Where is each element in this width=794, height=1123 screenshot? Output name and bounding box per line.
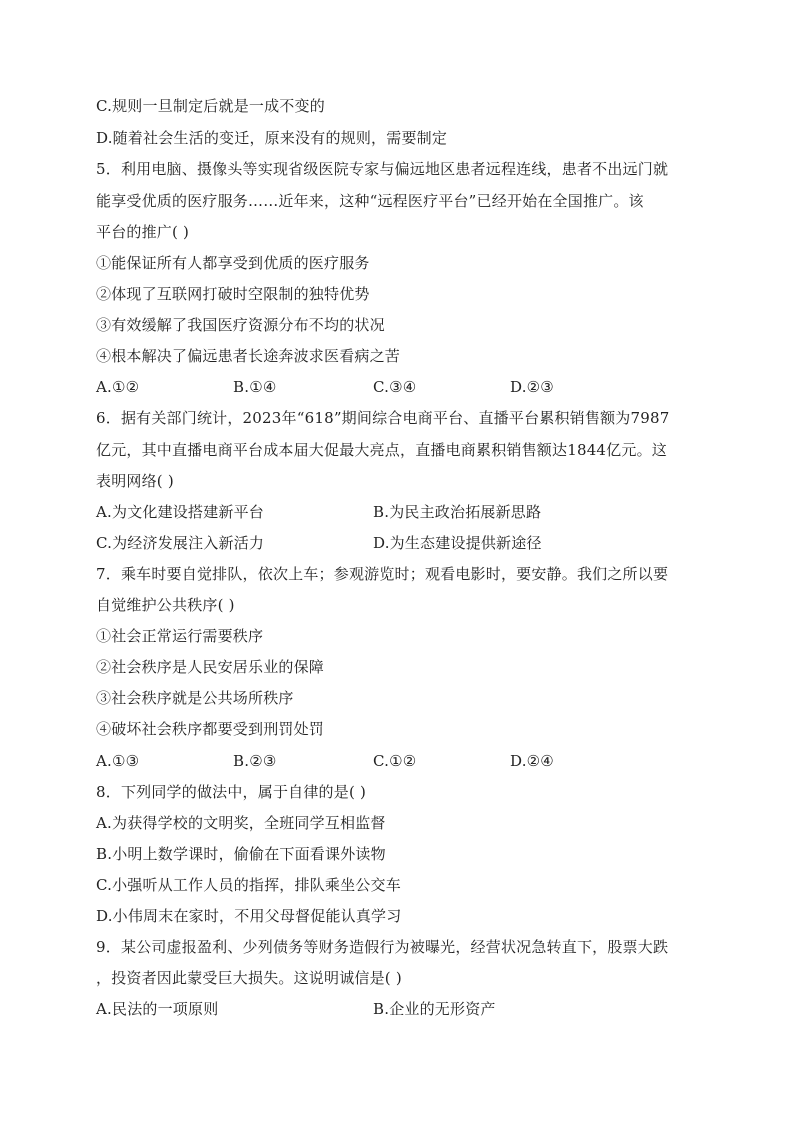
q5-stem-line-1: 5．利用电脑、摄像头等实现省级医院专家与偏远地区患者远程连线，患者不出远门就 [96, 160, 669, 178]
q4-option-d: D.随着社会生活的变迁，原来没有的规则，需要制定 [96, 129, 448, 147]
q5-item-3: ③有效缓解了我国医疗资源分布不均的状况 [96, 316, 385, 334]
q8-option-b: B.小明上数学课时，偷偷在下面看课外读物 [96, 845, 386, 863]
q6-stem-line-3: 表明网络( ) [96, 472, 174, 490]
q5-item-2: ②体现了互联网打破时空限制的独特优势 [96, 285, 370, 303]
q5-option-a: A.①② [96, 378, 140, 396]
q7-item-2: ②社会秩序是人民安居乐业的保障 [96, 658, 325, 676]
q7-item-3: ③社会秩序就是公共场所秩序 [96, 689, 294, 707]
q7-option-b: B.②③ [233, 752, 277, 770]
q7-option-a: A.①③ [96, 752, 140, 770]
q9-stem-line-2: ，投资者因此蒙受巨大损失。这说明诚信是( ) [96, 969, 402, 987]
q8-option-a: A.为获得学校的文明奖，全班同学互相监督 [96, 814, 386, 832]
q4-option-c: C.规则一旦制定后就是一成不变的 [96, 97, 325, 115]
q8-stem: 8．下列同学的做法中，属于自律的是( ) [96, 783, 367, 801]
q5-stem-line-2: 能享受优质的医疗服务……近年来，这种“远程医疗平台”已经开始在全国推广。该 [96, 192, 644, 210]
q8-option-d: D.小伟周末在家时，不用父母督促能认真学习 [96, 907, 402, 925]
q7-option-c: C.①② [373, 752, 417, 770]
q5-option-b: B.①④ [233, 378, 277, 396]
q7-stem-line-1: 7．乘车时要自觉排队，依次上车；参观游览时；观看电影时，要安静。我们之所以要 [96, 565, 669, 583]
q6-option-c: C.为经济发展注入新活力 [96, 534, 265, 552]
q5-item-1: ①能保证所有人都享受到优质的医疗服务 [96, 254, 370, 272]
q5-stem-line-3: 平台的推广( ) [96, 223, 190, 241]
q6-stem-line-2: 亿元，其中直播电商平台成本届大促最大亮点，直播电商累积销售额达1844亿元。这 [96, 441, 667, 459]
q6-stem-line-1: 6．据有关部门统计，2023年“618”期间综合电商平台、直播平台累积销售额为7987 [96, 409, 670, 427]
q5-option-c: C.③④ [373, 378, 417, 396]
q5-option-d: D.②③ [510, 378, 554, 396]
q5-item-4: ④根本解决了偏远患者长途奔波求医看病之苦 [96, 347, 401, 365]
q8-option-c: C.小强听从工作人员的指挥，排队乘坐公交车 [96, 876, 401, 894]
q7-stem-line-2: 自觉维护公共秩序( ) [96, 596, 235, 614]
q7-item-4: ④破坏社会秩序都要受到刑罚处罚 [96, 720, 325, 738]
q7-item-1: ①社会正常运行需要秩序 [96, 627, 264, 645]
q7-option-d: D.②④ [510, 752, 554, 770]
q9-stem-line-1: 9．某公司虚报盈利、少列债务等财务造假行为被曝光，经营状况急转直下，股票大跌 [96, 938, 669, 956]
q9-option-a: A.民法的一项原则 [96, 1000, 219, 1018]
q6-option-b: B.为民主政治拓展新思路 [373, 503, 542, 521]
q6-option-d: D.为生态建设提供新途径 [373, 534, 542, 552]
q9-option-b: B.企业的无形资产 [373, 1000, 496, 1018]
q6-option-a: A.为文化建设搭建新平台 [96, 503, 265, 521]
